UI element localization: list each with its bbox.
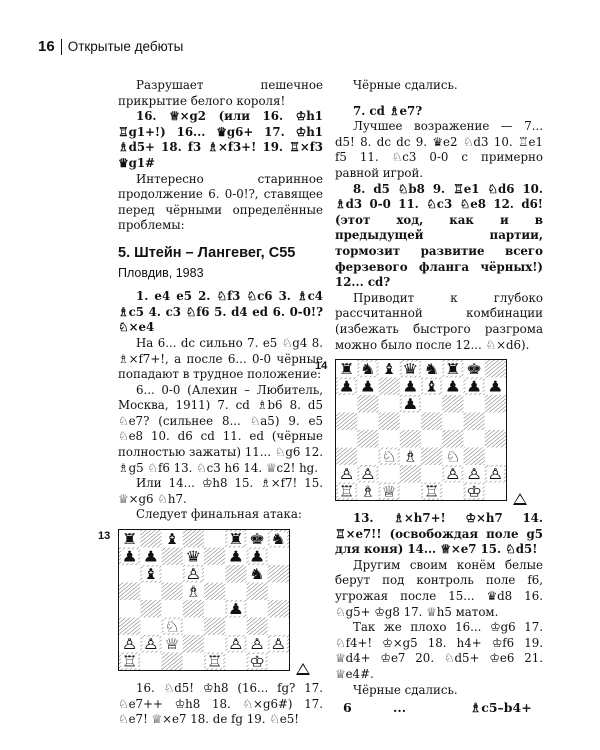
paragraph: На 6... dc сильно 7. e5 ♘g4 8. ♗×f7+!, а после 6... 0-0 чёрные попадают в трудное положение: [118, 335, 323, 382]
chess-piece-icon: ♕ [381, 483, 398, 501]
paragraph: Приводит к глубоко рассчитанной комбинации (избежать быстрого разгрома можно было после 12... ♘×d6). [335, 290, 543, 352]
chess-piece-icon: ♟ [402, 395, 419, 413]
chess-piece-icon: ♛ [402, 360, 419, 378]
diagram-number: 14 [315, 360, 328, 373]
paragraph: 16. ♘d5! ♔h8 (16... fg? 17. ♘e7++ ♔h8 18. ♘×g6#) 17. ♘e7! ♕×e7 18. de fg 19. ♘e5! [118, 681, 323, 727]
chess-piece-icon: ♟ [227, 600, 244, 618]
dark-square [140, 530, 161, 548]
chess-piece-icon: ♗ [359, 483, 376, 501]
paragraph: Чёрные сдались. [353, 78, 458, 92]
dark-square [183, 530, 204, 548]
chess-piece-icon: ♟ [227, 548, 244, 566]
exercise-number: 6 [343, 700, 352, 715]
dark-square [162, 583, 183, 601]
chess-piece-icon: ♝ [142, 565, 159, 583]
white-to-move-icon [296, 663, 310, 675]
chess-piece-icon: ♜ [338, 360, 355, 378]
paragraph: Или 14... ♔h8 15. ♗×f7! 15. ♕×g6 ♘h7. [118, 476, 323, 506]
dark-square [225, 565, 246, 583]
chess-piece-icon: ♘ [381, 448, 398, 466]
chess-piece-icon: ♙ [121, 635, 138, 653]
chess-piece-icon: ♖ [206, 653, 223, 671]
chess-piece-icon: ♚ [466, 360, 483, 378]
page-title: Открытые дебюты [67, 39, 184, 54]
chess-piece-icon: ♟ [249, 548, 266, 566]
diagram-13 [98, 529, 323, 675]
chess-piece-icon: ♝ [164, 530, 181, 548]
dark-square [485, 360, 506, 378]
paragraph: Интересно старинное продолжение 6. 0-0!?, ставящее перед чёрными определённые проблемы: [118, 171, 323, 233]
chess-piece-icon: ♙ [227, 635, 244, 653]
dark-square [204, 548, 225, 566]
paragraph: 6... 0-0 (Алехин – Любитель, Москва, 1911) 7. cd ♗b6 8. d5 ♘e7? (сильнее 8... ♘a5) 9. e5 ♘e8 10. d6 cd 11. ed (чёрные полностью зажаты) 11... ♘g6 12. ♗g5 ♘f6 13. ♘c3 h6 14. ♕c2! hg. [118, 382, 323, 475]
chess-piece-icon: ♙ [270, 635, 287, 653]
dark-square [204, 618, 225, 636]
chess-piece-icon: ♙ [359, 465, 376, 483]
chess-piece-icon: ♔ [466, 483, 483, 501]
chessboard [118, 529, 290, 671]
chess-piece-icon: ♟ [142, 548, 159, 566]
exercise-move: ♗c5–b4+ [470, 700, 532, 715]
chess-piece-icon: ♜ [121, 530, 138, 548]
dark-square [464, 413, 485, 431]
game-title: 5. Штейн – Лангевег, C55 [118, 244, 296, 261]
dark-square [183, 600, 204, 618]
chess-piece-icon: ♜ [227, 530, 244, 548]
paragraph: Разрушает пешечное прикрытие белого короля! [118, 78, 323, 108]
dark-square [268, 600, 289, 618]
paragraph-moves: 16. ♕×g2 (или 16. ♔h1 ♖g1+!) 16... ♛g6+ 17. ♔h1 ♗d5+ 18. f3 ♗×f3+! 19. ♖×f3 ♛g1# [118, 109, 323, 170]
chess-piece-icon: ♙ [466, 465, 483, 483]
chess-piece-icon: ♟ [466, 378, 483, 396]
dark-square [485, 430, 506, 448]
dark-square [400, 430, 421, 448]
dark-square [204, 583, 225, 601]
dark-square [442, 395, 463, 413]
dark-square [421, 448, 442, 466]
dark-square [247, 583, 268, 601]
chess-piece-icon: ♛ [185, 548, 202, 566]
dark-square [140, 600, 161, 618]
paragraph: Следует финальная атака: [136, 507, 302, 522]
dark-square [442, 430, 463, 448]
dark-square [485, 395, 506, 413]
diagram-14 [315, 359, 543, 505]
paragraph: Так же плохо 16... ♔g6 17. ♘f4+! ♔×g5 18. h4+ ♔f6 19. ♕d4+ ♔e7 20. ♘d5+ ♔e6 21. ♕e4#. [335, 620, 543, 682]
diagram-number: 13 [98, 530, 111, 543]
chess-piece-icon: ♟ [487, 378, 504, 396]
dark-square [162, 548, 183, 566]
chess-piece-icon: ♖ [338, 483, 355, 501]
white-to-move-icon [513, 493, 527, 505]
chess-piece-icon: ♙ [249, 635, 266, 653]
chess-piece-icon: ♞ [249, 565, 266, 583]
dark-square [119, 583, 140, 601]
chess-piece-icon: ♙ [338, 465, 355, 483]
dark-square [119, 618, 140, 636]
dark-square [162, 653, 183, 671]
paragraph: Лучшее возражение — 7... d5! 8. dc dc 9. ♛e2 ♘d3 10. ♖e1 f5 11. ♘c3 0-0 с примерно равной игрой. [335, 119, 543, 180]
paragraph-moves: 1. e4 e5 2. ♘f3 ♘c6 3. ♗c4 ♗c5 4. c3 ♘f6 5. d4 ed 6. 0-0!? ♘×e4 [118, 289, 323, 335]
header-divider [61, 39, 62, 55]
chess-piece-icon: ♝ [423, 378, 440, 396]
paragraph: Чёрные сдались. [353, 682, 458, 697]
chess-piece-icon: ♟ [444, 378, 461, 396]
chess-piece-icon: ♙ [487, 465, 504, 483]
chess-piece-icon: ♘ [444, 448, 461, 466]
chess-piece-icon: ♟ [338, 378, 355, 396]
dark-square [400, 465, 421, 483]
page-number: 16 [38, 38, 55, 55]
dark-square [357, 430, 378, 448]
chess-piece-icon: ♖ [423, 483, 440, 501]
chess-piece-icon: ♜ [444, 360, 461, 378]
chess-piece-icon: ♝ [381, 360, 398, 378]
chess-piece-icon: ♞ [423, 360, 440, 378]
chess-piece-icon: ♗ [185, 583, 202, 601]
chess-piece-icon: ♚ [249, 530, 266, 548]
chess-piece-icon: ♙ [444, 465, 461, 483]
right-column [315, 78, 543, 698]
chess-piece-icon: ♟ [121, 548, 138, 566]
chess-piece-icon: ♞ [359, 360, 376, 378]
dark-square [421, 413, 442, 431]
chess-piece-icon: ♔ [249, 653, 266, 671]
chess-piece-icon: ♘ [164, 618, 181, 636]
page-header [38, 38, 183, 55]
chessboard [335, 359, 507, 501]
dark-square [379, 413, 400, 431]
dark-square [268, 565, 289, 583]
dark-square [247, 618, 268, 636]
paragraph-moves: 7. cd ♗e7? [353, 103, 423, 118]
chess-piece-icon: ♞ [270, 530, 287, 548]
chess-piece-icon: ♟ [402, 378, 419, 396]
chess-piece-icon: ♗ [402, 448, 419, 466]
chess-piece-icon: ♖ [121, 653, 138, 671]
dark-square [336, 413, 357, 431]
chess-piece-icon: ♕ [164, 635, 181, 653]
exercise-dots: ... [393, 700, 407, 715]
chess-piece-icon: ♙ [185, 565, 202, 583]
dark-square [379, 378, 400, 396]
game-place: Пловдив, 1983 [118, 265, 204, 280]
left-column [98, 78, 323, 728]
chess-piece-icon: ♟ [359, 378, 376, 396]
dark-square [183, 635, 204, 653]
dark-square [464, 448, 485, 466]
paragraph-moves: 13. ♗×h7+! ♔×h7 14. ♖×e7!! (освобождая поле g5 для коня) 14... ♕×e7 15. ♘d5! [335, 511, 543, 557]
chess-piece-icon: ♙ [142, 635, 159, 653]
dark-square [357, 395, 378, 413]
dark-square [336, 448, 357, 466]
paragraph: Другим своим конём белые берут под контроль поле f6, угрожая после 15... ♛d8 16. ♘g5+ ♔g8 17. ♕h5 матом. [335, 557, 543, 619]
paragraph-moves: 8. d5 ♘b8 9. ♖e1 ♘d6 10. ♗d3 0-0 11. ♘c3 ♘e8 12. d6! (этот ход, как и в предыдущей партии, тормозит развитие всего ферзевого фланга чёрных!) 12... cd? [335, 181, 543, 290]
